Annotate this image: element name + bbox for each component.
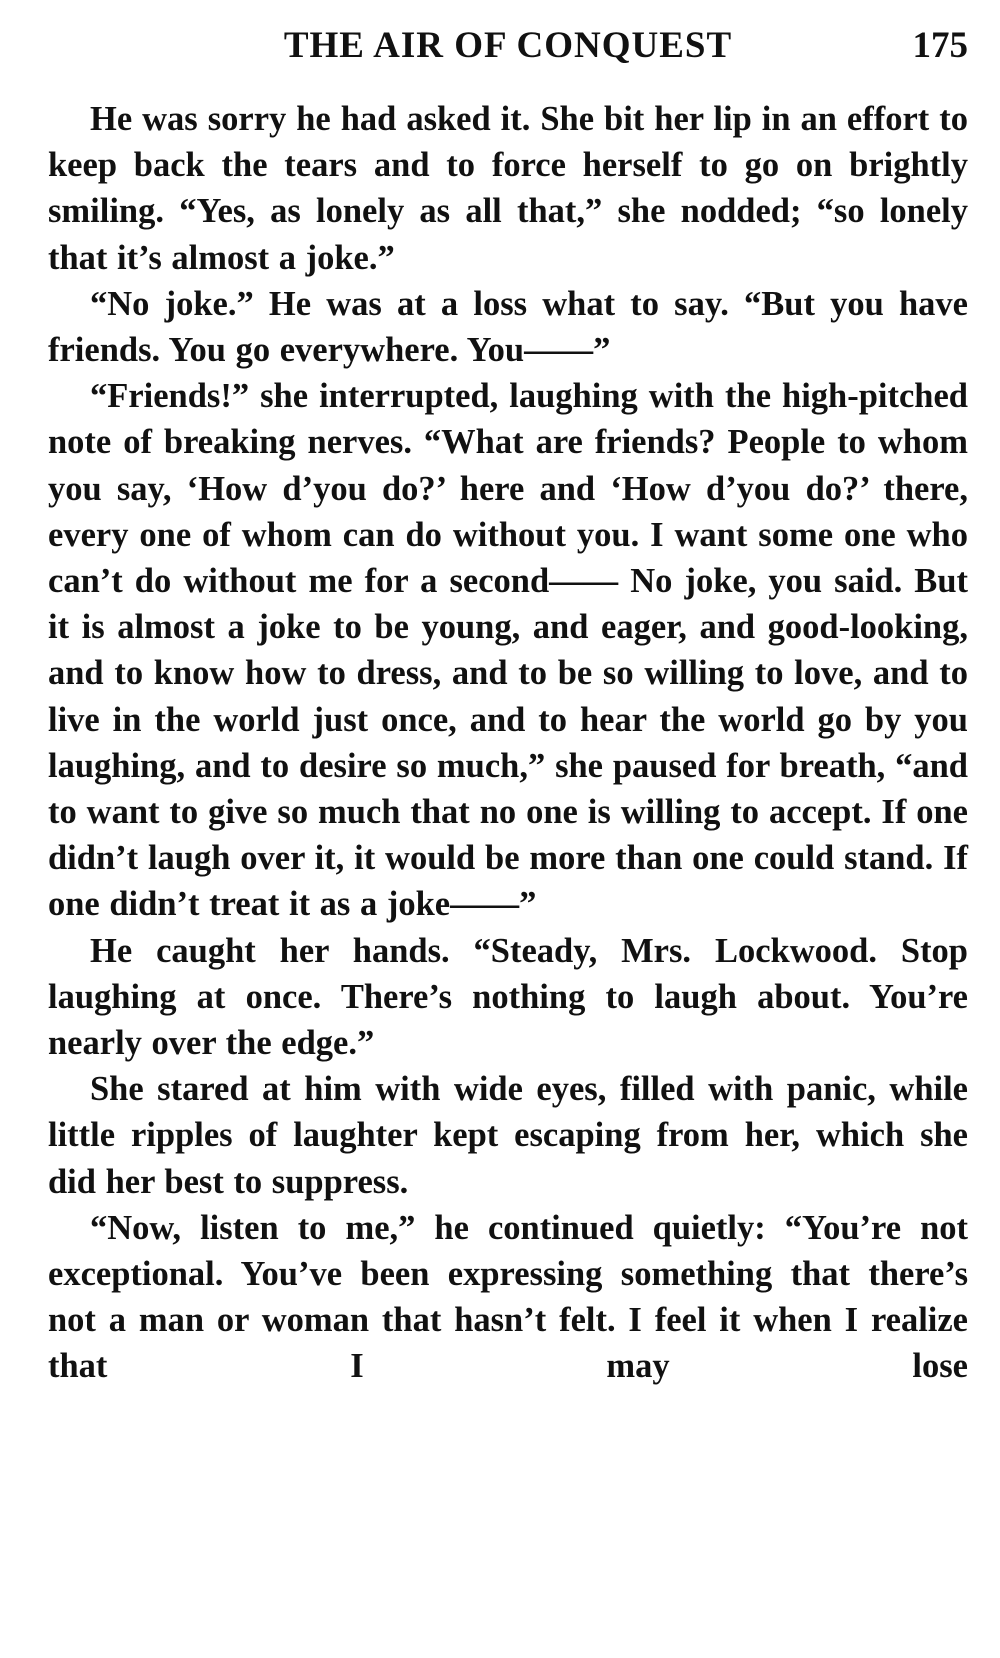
running-header — [48, 24, 968, 84]
paragraph: “Friends!” she interrupted, laughing with the high-pitched note of breaking nerves. “What are friends? People to whom you say, ‘How d’you do?’ here and ‘How d’you do?’ there, every one of whom can do without you. I want some one who can’t do without me for a second—— No joke, you said. But it is almost a joke to be young, and eager, and good-looking, and to know how to dress, and to be so willing to love, and to live in the world just once, and to hear the world go by you laughing, and to desire so much,” she paused for breath, “and to want to give so much that no one is willing to accept. If one didn’t laugh over it, it would be more than one could stand. If one didn’t treat it as a joke——” — [48, 377, 968, 924]
paragraph: “No joke.” He was at a loss what to say. “But you have friends. You go everywhere. You——” — [48, 284, 968, 370]
book-page — [48, 24, 968, 1390]
page-number: 175 — [912, 25, 968, 66]
paragraph: She stared at him with wide eyes, filled with panic, while little ripples of laughter kept escaping from her, which she did her best to suppress. — [48, 1070, 968, 1201]
paragraph: He caught her hands. “Steady, Mrs. Lockwood. Stop laughing at once. There’s nothing to laugh about. You’re nearly over the edge.” — [48, 931, 968, 1063]
running-title: THE AIR OF CONQUEST — [283, 25, 733, 66]
body-text — [48, 96, 968, 1390]
paragraph: He was sorry he had asked it. She bit her lip in an effort to keep back the tears and to force herself to go on brightly smiling. “Yes, as lonely as all that,” she nodded; “so lonely that it’s almost a joke.” — [48, 100, 968, 277]
paragraph: “Now, listen to me,” he continued quietly: “You’re not exceptional. You’ve been expressing something that there’s not a man or woman that hasn’t felt. I feel it when I realize that I may lose — [48, 1208, 968, 1386]
